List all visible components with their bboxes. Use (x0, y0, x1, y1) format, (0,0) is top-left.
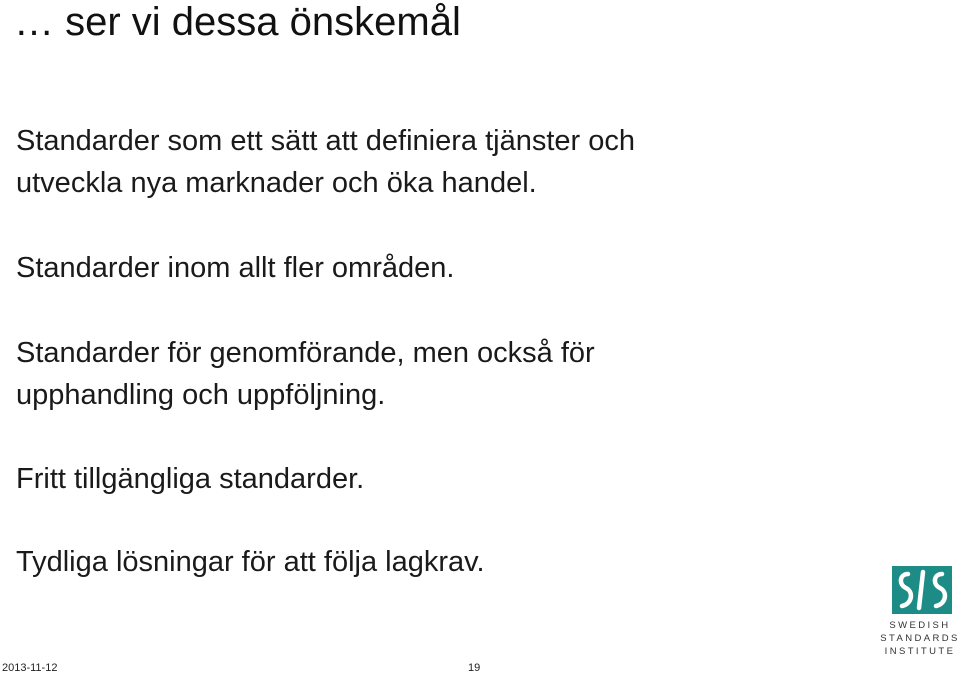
paragraph-line: upphandling och uppföljning. (16, 379, 386, 411)
bullet-paragraph (16, 541, 485, 583)
sis-logo (880, 566, 960, 662)
logo-text-line: INSTITUTE (884, 646, 956, 657)
footer-date: 2013-11-12 (2, 662, 58, 674)
paragraph-line: Fritt tillgängliga standarder. (16, 463, 365, 495)
logo-text-line: STANDARDS (880, 633, 960, 644)
bullet-paragraph (16, 247, 454, 289)
paragraph-line: Standarder för genomförande, men också för (16, 337, 595, 369)
logo-text-line: SWEDISH (889, 620, 951, 631)
page-number: 19 (468, 662, 481, 674)
paragraph-line: Standarder inom allt fler områden. (16, 252, 455, 284)
bullet-paragraph (16, 120, 635, 204)
bullet-paragraph (16, 332, 595, 416)
bullet-paragraph (16, 458, 364, 500)
slide-title: … ser vi dessa önskemål (14, 0, 461, 44)
sis-logo-icon (892, 566, 952, 614)
paragraph-line: Tydliga lösningar för att följa lagkrav. (16, 546, 485, 578)
paragraph-line: Standarder som ett sätt att definiera tjänster och (16, 125, 635, 157)
paragraph-line: utveckla nya marknader och öka handel. (16, 167, 537, 199)
